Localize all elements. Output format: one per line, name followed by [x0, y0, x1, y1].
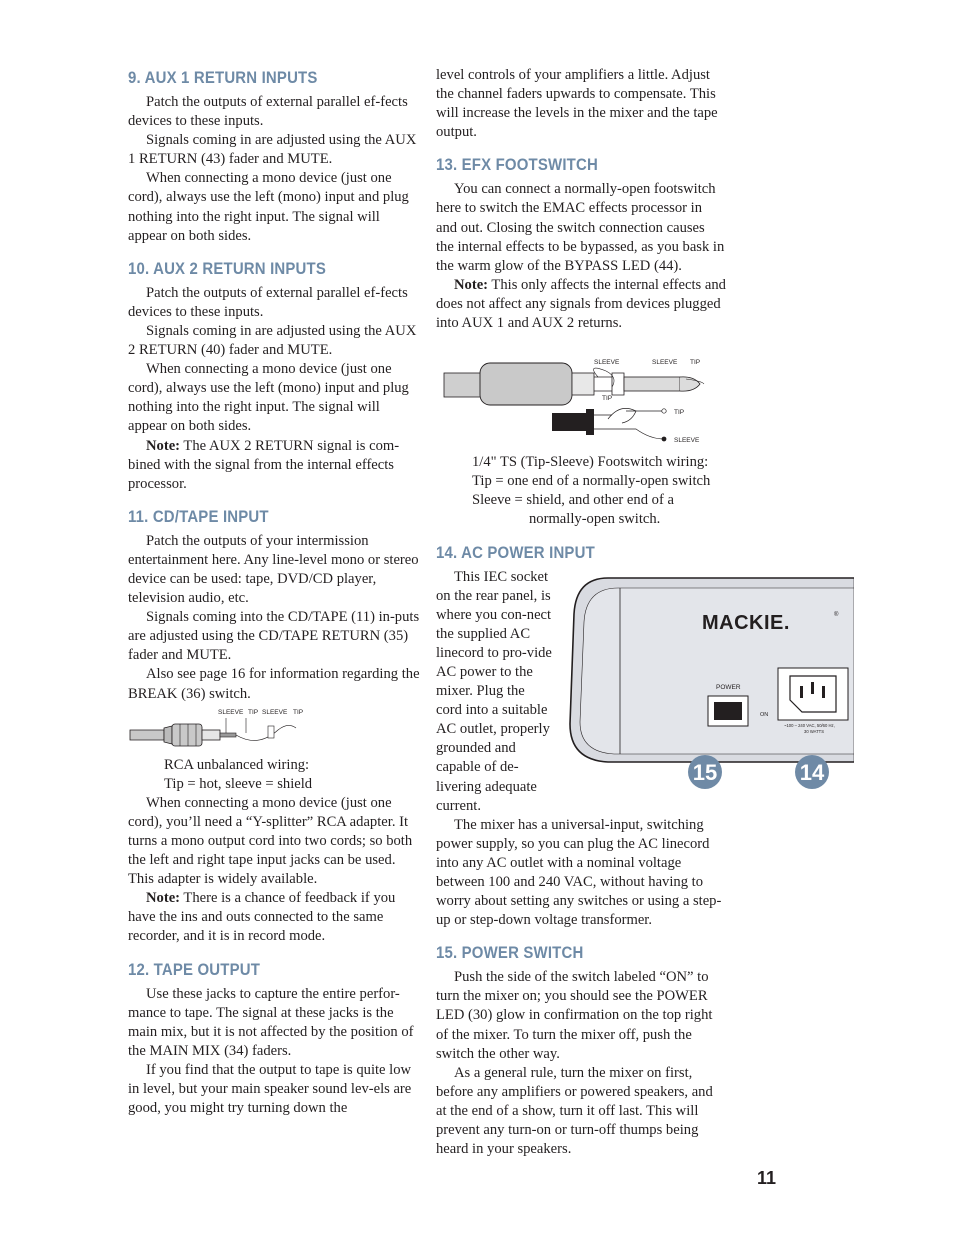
power-rating-line: 30 WATTS: [804, 729, 825, 734]
fig-label-sleeve: SLEEVE: [594, 359, 620, 367]
paragraph: If you find that the output to tape is quite low in level, but your main speaker sound lev-els are good, you might try turning down the: [128, 1061, 412, 1117]
registered-mark: ®: [834, 612, 839, 618]
section-heading-power-switch: 15. POWER SWITCH: [436, 943, 584, 963]
paragraph: Also see page 16 for information regarding the BREAK (36) switch.: [128, 666, 420, 702]
fig-label-tip: TIP: [602, 395, 613, 403]
note-text: There is a chance of feedback if you have the ins and outs connected to the same recorder, and it is in record mode.: [128, 890, 396, 945]
rca-label-tip: TIP: [293, 708, 304, 716]
rca-caption-line: RCA unbalanced wiring:: [164, 756, 310, 773]
left-column: [128, 66, 420, 1118]
section-heading-ac-power-input: 14. AC POWER INPUT: [436, 542, 595, 562]
paragraph: When connecting a mono device (just one cord), you’ll need a “Y-splitter” RCA adapter. It turns a mono output cord into two cords; so both the left and right tape input jacks can be used. This adapter is widely available.: [128, 794, 413, 888]
rca-wiring-figure: [128, 708, 420, 760]
fig-label-sleeve: SLEEVE: [652, 359, 678, 367]
rear-panel-illustration: [568, 574, 854, 792]
callout-14: 14: [799, 760, 825, 785]
paragraph: The mixer has a universal-input, switching power supply, so you can plug the AC linecord into any AC outlet with a nominal voltage between 100 and 240 VAC, without having to worry about setting any switches or using a step-up or step-down voltage transformer.: [436, 816, 722, 929]
paragraph: When connecting a mono device (just one cord), always use the left (mono) input and plug nothing into the right input. The signal will appear on both sides.: [128, 361, 409, 435]
footswitch-caption-line: Tip = one end of a normally-open switch: [472, 473, 711, 490]
rca-label-sleeve: SLEEVE: [218, 708, 244, 716]
section-heading-tape-output: 12. TAPE OUTPUT: [128, 959, 261, 979]
paragraph: Patch the outputs of your intermission entertainment here. Any line-level mono or stereo device can be used: tape, DVD/CD player, television audio, etc.: [128, 532, 419, 607]
note-text: This only affects the internal effects and does not affect any signals from devices plugged into AUX 1 and AUX 2 returns.: [436, 276, 726, 332]
paragraph-continued: level controls of your amplifiers a little. Adjust the channel faders upwards to compensate. This will increase the levels in the mixer and the tape output.: [436, 67, 718, 141]
paragraph: When connecting a mono device (just one cord), always use the left (mono) input and plug nothing into the right input. The signal will appear on both sides.: [128, 170, 409, 244]
paragraph: This IEC socket on the rear panel, is where you con-nect the supplied AC linecord to pro-vide AC power to the mixer. Plug the cord into a suitable AC outlet, properly grounded and capable of de-livering adequate current.: [436, 568, 552, 814]
note-paragraph: [436, 276, 726, 333]
note-label: Note:: [146, 890, 181, 907]
footswitch-wiring-figure: [436, 343, 726, 455]
section-heading-aux2-return: 10. AUX 2 RETURN INPUTS: [128, 258, 327, 278]
fig-label-sleeve: SLEEVE: [674, 437, 700, 445]
paragraph: Signals coming in are adjusted using the AUX 2 RETURN (40) fader and MUTE.: [128, 322, 417, 359]
fig-label-tip: TIP: [674, 409, 685, 417]
power-rating-line: ~100 – 240 VAC, 50/60 Hz,: [784, 723, 835, 728]
paragraph: Signals coming into the CD/TAPE (11) in-puts are adjusted using the CD/TAPE RETURN (35) fader and MUTE.: [128, 609, 420, 664]
paragraph: You can connect a normally-open footswitch here to switch the EMAC effects processor in and out. Closing the switch connection causes the internal effects to be bypassed, as you bask in the warm glow of the BYPASS LED (44).: [436, 181, 725, 274]
paragraph: Patch the outputs of external parallel ef-fects devices to these inputs.: [128, 284, 408, 320]
note-paragraph: [128, 889, 420, 946]
note-text: The AUX 2 RETURN signal is com-bined with the signal from the internal effects processor.: [128, 437, 400, 492]
footswitch-caption-line: 1/4" TS (Tip-Sleeve) Footswitch wiring:: [472, 454, 709, 471]
paragraph: Use these jacks to capture the entire perfor-mance to tape. The signal at these jacks is the main mix, but it is not affected by the position of the MAIN MIX (34) faders.: [128, 985, 414, 1059]
callout-15: 15: [692, 760, 718, 785]
section-heading-cd-tape-input: 11. CD/TAPE INPUT: [128, 506, 269, 526]
mackie-logo: MACKIE.: [702, 612, 790, 634]
rca-label-tip: TIP: [248, 708, 259, 716]
note-label: Note:: [146, 437, 181, 454]
paragraph: Signals coming in are adjusted using the AUX 1 RETURN (43) fader and MUTE.: [128, 132, 417, 168]
on-label: ON: [760, 712, 769, 718]
section-heading-efx-footswitch: 13. EFX FOOTSWITCH: [436, 155, 598, 175]
footswitch-caption: [472, 453, 726, 529]
page-number: 11: [757, 1168, 777, 1188]
footswitch-caption-line: normally-open switch.: [529, 511, 661, 528]
paragraph: Patch the outputs of external parallel ef-fects devices to these inputs.: [128, 94, 408, 130]
note-paragraph: [128, 437, 420, 494]
paragraph: As a general rule, turn the mixer on first, before any amplifiers or powered speakers, and at the end of a show, turn it off last. This will prevent any turn-on or turn-off thumps being heard in your speakers.: [436, 1064, 713, 1158]
rca-plug-illustration: [128, 708, 420, 760]
paragraph: Push the side of the switch labeled “ON” to turn the mixer on; you should see the POWER LED (30) glow in confirmation on the top right of the mixer. To turn the mixer off, push the switch the other way.: [436, 969, 713, 1062]
power-label: POWER: [716, 684, 741, 691]
rca-caption-line: Tip = hot, sleeve = shield: [164, 775, 313, 792]
section-heading-aux1-return: 9. AUX 1 RETURN INPUTS: [128, 68, 318, 87]
rca-label-sleeve: SLEEVE: [262, 708, 288, 716]
power-switch[interactable]: [714, 702, 742, 720]
fig-label-tip: TIP: [690, 359, 701, 367]
note-label: Note:: [454, 276, 489, 293]
footswitch-caption-line: Sleeve = shield, and other end of a: [472, 492, 674, 509]
ts-plug-illustration: [436, 343, 726, 455]
